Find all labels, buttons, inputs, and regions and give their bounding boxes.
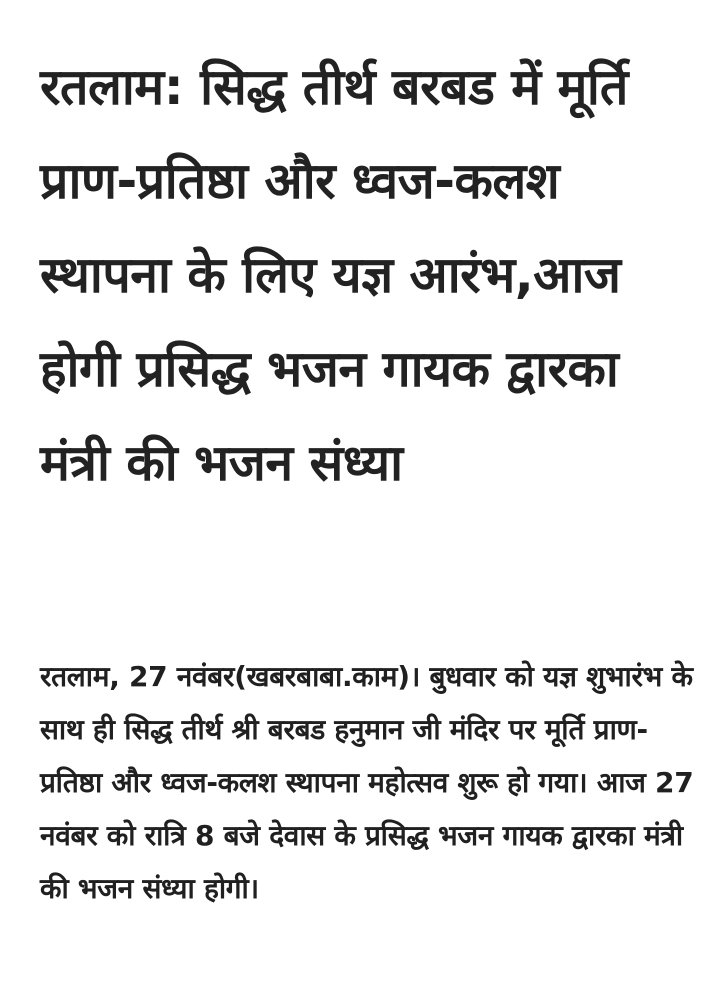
article-headline: रतलाम: सिद्ध तीर्थ बरबड में मूर्ति प्राण-प्रतिष्ठा और ध्वज-कलश स्थापना के लिए यज्ञ आरंभ,आज होगी प्रसिद्ध भजन गायक द्वारका मंत्री की भजन संध्या — [40, 58, 628, 492]
article-body: रतलाम, 27 नवंबर(खबरबाबा.काम)। बुधवार को यज्ञ शुभारंभ के साथ ही सिद्ध तीर्थ श्री बरबड हनुमान जी मंदिर पर मूर्ति प्राण-प्रतिष्ठा और ध्वज-कलश स्थापना महोत्सव शुरू हो गया। आज 27 नवंबर को रात्रि 8 बजे देवास के प्रसिद्ध भजन गायक द्वारका मंत्री की भजन संध्या होगी। — [40, 660, 694, 905]
news-article — [40, 0, 700, 905]
